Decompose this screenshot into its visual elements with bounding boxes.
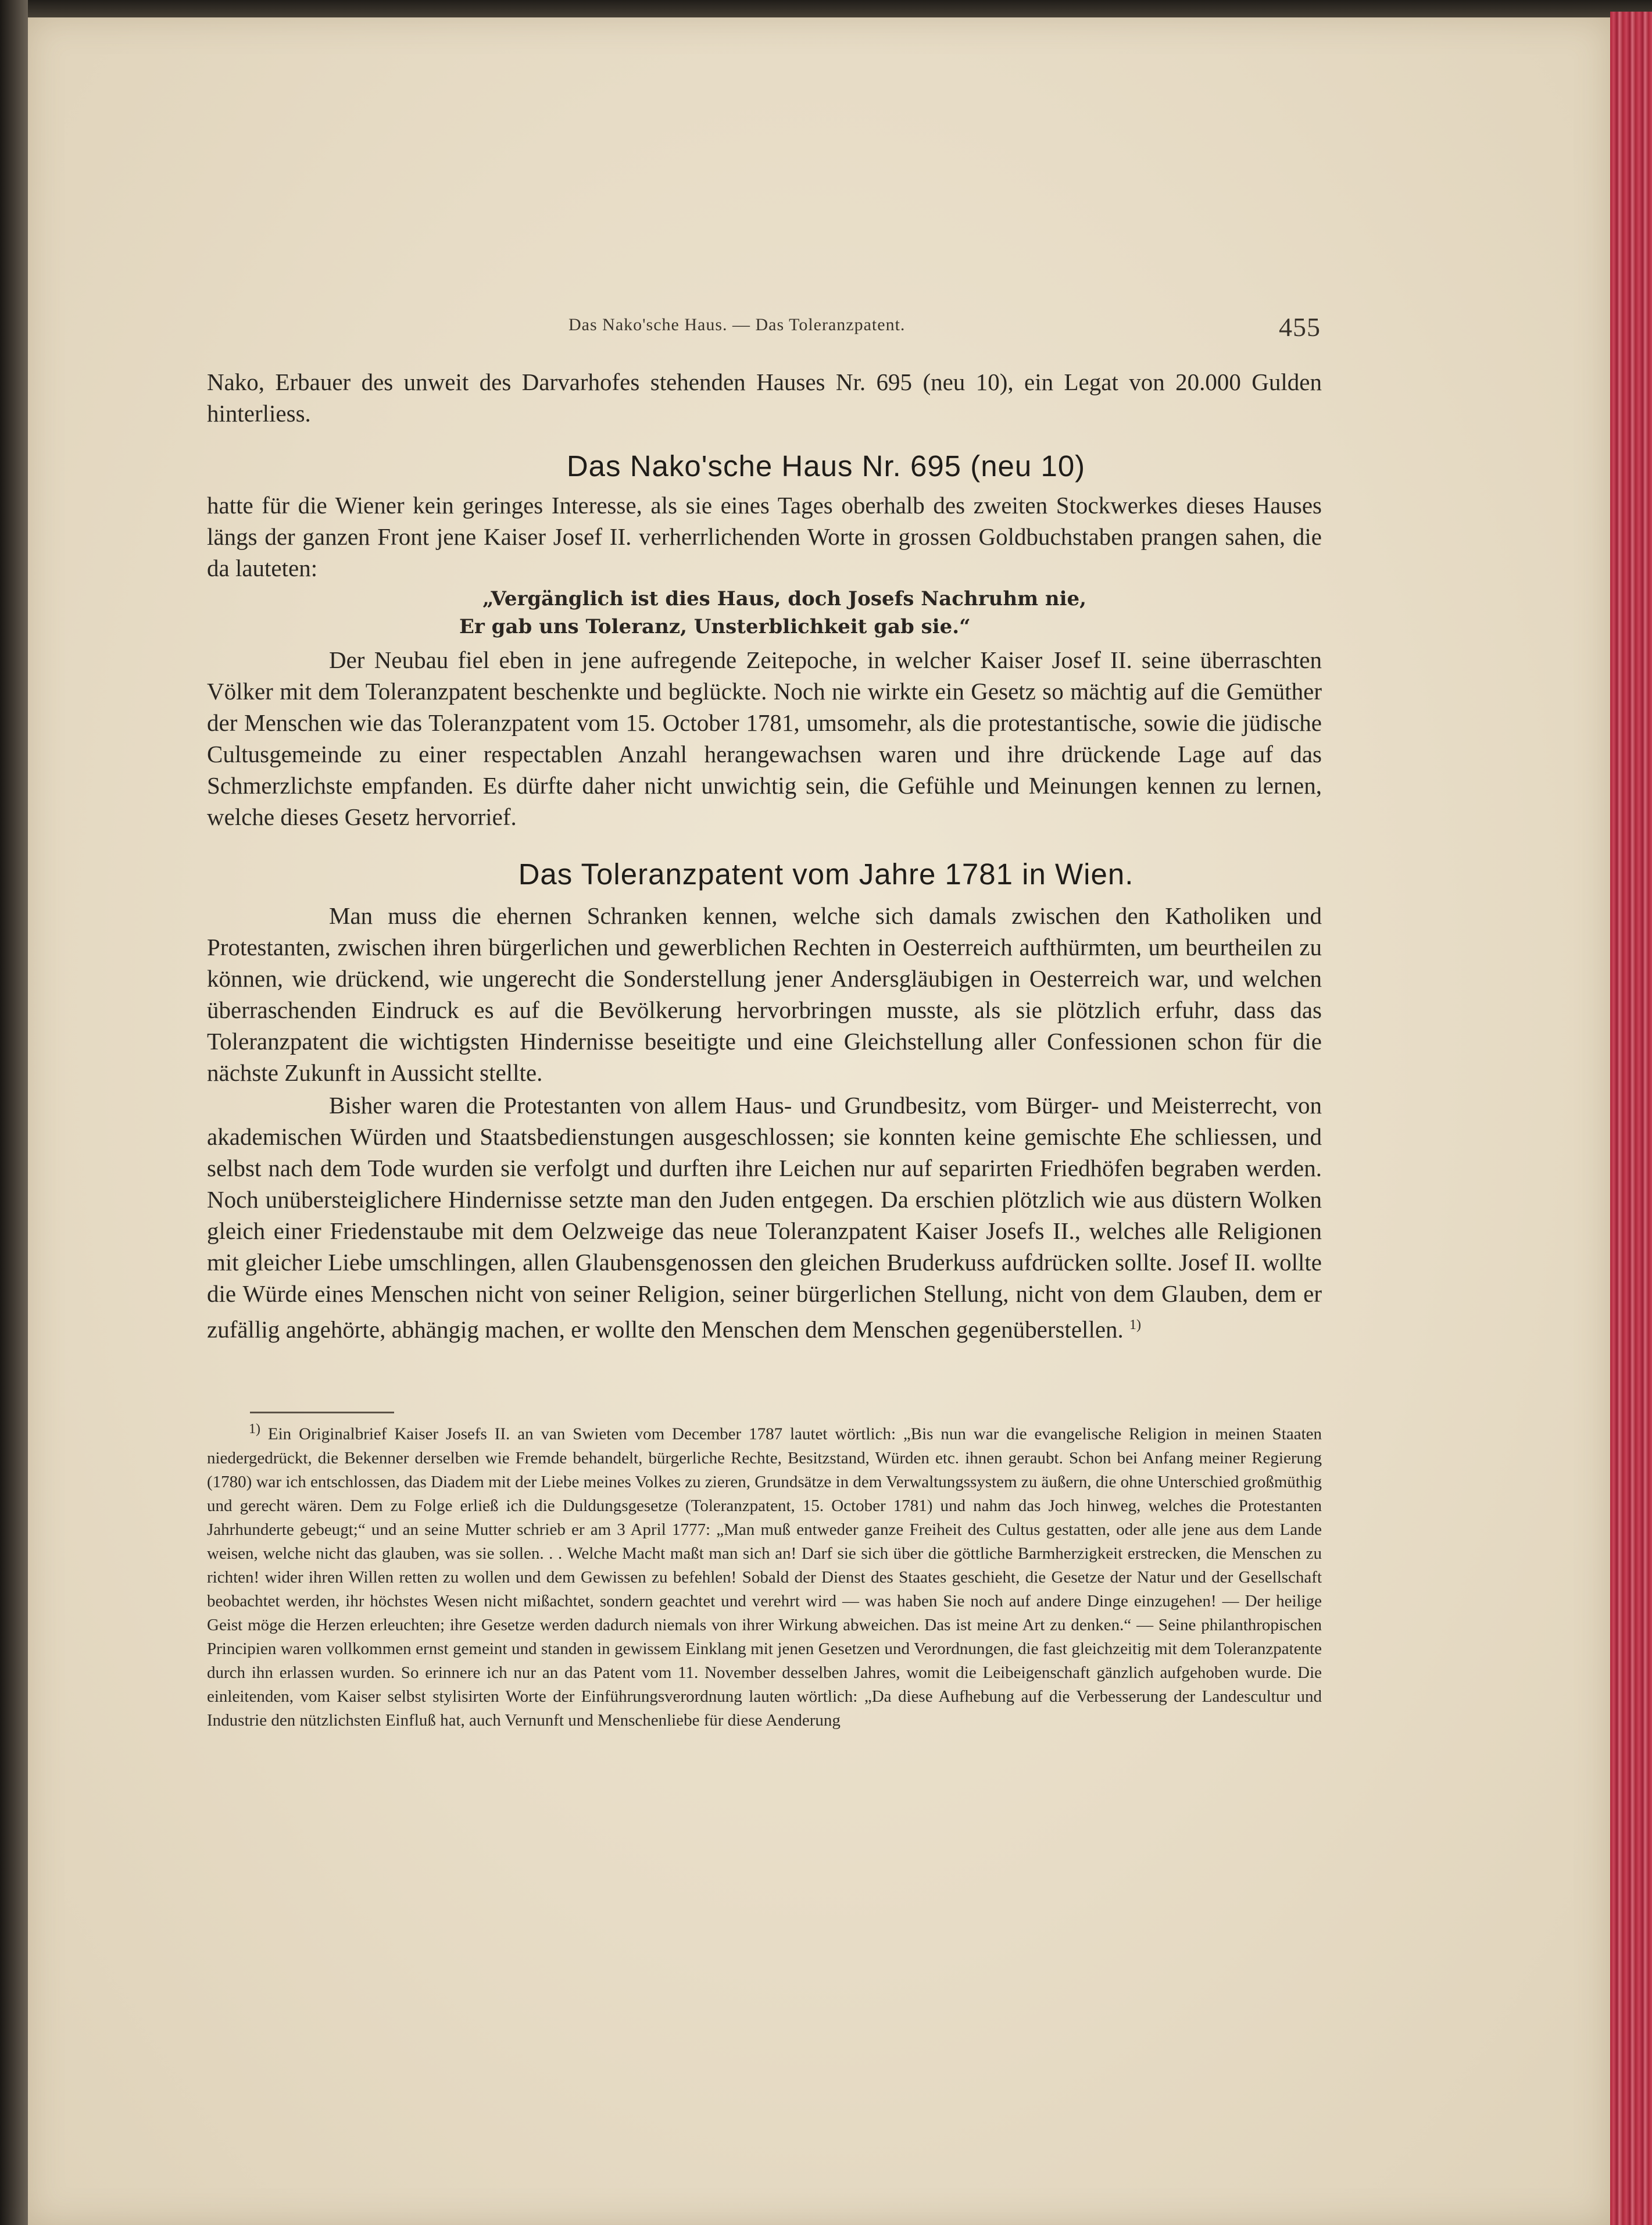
intro-paragraph-text: Nako, Erbauer des unweit des Darvarhofes stehenden Hauses Nr. 695 (neu 10), ein Legat von 20.000 Gulden hinterliess. [207,369,1322,427]
verse-line-1: „Vergänglich ist dies Haus, doch Josefs Nachruhm nie, [482,587,1086,610]
scan-top-border [0,0,1652,20]
footnote [207,1417,1322,1733]
section2-paragraph2 [207,1090,1322,1345]
section1-paragraph2-text: Der Neubau fiel eben in jene aufregende Zeitepoche, in welcher Kaiser Josef II. seine überraschten Völker mit dem Toleranzpatent beschenkte und beglückte. Noch nie wirkte ein Gesetz so mächtig auf die Gemüther der Menschen wie das Toleranzpatent vom 15. October 1781, umsomehr, als die protestantische, sowie die jüdische Cultusgemeinde zu einer respectablen Anzahl herangewachsen waren und ihre drückende Lage auf das Schmerzlichste empfanden. Es dürfte daher nicht unwichtig sein, die Gefühle und Meinungen kennen zu lernen, welche dieses Gesetz hervorrief. [207,647,1322,830]
section2-paragraph2-wrapper [207,1090,1322,1345]
section2-paragraph1-text: Man muss die ehernen Schranken kennen, welche sich damals zwischen den Katholiken und Protestanten, zwischen ihren bürgerlichen und gewerblichen Rechten in Oesterreich aufthürmten, um beurtheilen zu können, wie drückend, wie ungerecht die Sonderstellung jener Andersgläubigen in Oesterreich war, und welchen überraschenden Eindruck es auf die Bevölkerung hervorbringen musste, als sie plötzlich erfuhr, dass das Toleranzpatent die wichtigsten Hindernisse beseitigte und eine Gleichstellung aller Confessionen schon für die nächste Zukunft in Aussicht stellte. [207,902,1322,1086]
running-head-title: Das Nako'sche Haus. — Das Toleranzpatent. [568,315,906,334]
section-heading-nako-haus: Das Nako'sche Haus Nr. 695 (neu 10) [566,449,1086,483]
footnote-text: Ein Originalbrief Kaiser Josefs II. an van Swieten vom December 1787 lautet wörtlich: „Bis nun war die evangelische Religion in meinen Staaten niedergedrückt, die Bekenner derselben wie Fremde behandelt, bürgerliche Rechte, Besitzstand, Würden etc. ihnen geraubt. Schon bei Anfang meiner Regierung (1780) war ich entschlossen, das Diadem mit der Liebe meines Volkes zu zieren, Grundsätze in dem Verwaltungssystem zu äußern, die ohne Unterschied großmüthig und gerecht wären. Dem zu Folge erließ ich die Duldungsgesetze (Toleranzpatent, 15. October 1781) und nahm das Joch hinweg, welches die Protestanten Jahrhunderte gebeugt;“ und an seine Mutter schrieb er am 3 April 1777: „Man muß entweder ganze Freiheit des Cultus gestatten, oder alle jene aus dem Lande weisen, welche nicht das glauben, was sie sollen. . . Welche Macht maßt man sich an! Darf sie sich über die göttliche Barmherzigkeit erstrecken, die Menschen zu richten! wider ihren Willen retten zu wollen und dem Gewissen zu befehlen! Sobald der Dienst des Staates geschieht, die Gesetze der Natur und der Gesellschaft beobachtet werden, ihr höchstes Wesen nicht mißachtet, sondern geachtet und verehrt wird — was haben Sie noch auf andere Dinge einzugehen! — Der heilige Geist möge die Herzen erleuchten; ihre Gesetze werden dadurch niemals von ihrer Wirkung abweichen. Das ist meine Art zu denken.“ — Seine philanthropischen Principien waren vollkommen ernst gemeint und standen in gewissem Einklang mit jenen Gesetzen und Verordnungen, die fast gleichzeitig mit dem Toleranzpatente durch ihn erlassen wurden. So erinnere ich nur an das Patent vom 11. November desselben Jahres, womit die Leibeigenschaft gänzlich aufgehoben wurde. Die einleitenden, vom Kaiser selbst stylisirten Worte der Einführungsverordnung lauten wörtlich: „Da diese Aufhebung auf die Verbesserung der Landescultur und Industrie den nützlichsten Einfluß hat, auch Vernunft und Menschenliebe für diese Aenderung [207,1424,1322,1730]
section-heading-toleranzpatent: Das Toleranzpatent vom Jahre 1781 in Wien. [518,858,1134,891]
page-number: 455 [1279,312,1321,342]
verse-line-2: Er gab uns Toleranz, Unsterblichkeit gab sie.“ [459,615,971,638]
intro-paragraph [207,366,1322,429]
section2-paragraph2-text: Bisher waren die Protestanten von allem Haus- und Grundbesitz, vom Bürger- und Meisterrecht, von akademischen Würden und Staatsbedienstungen ausgeschlossen; sie konnten keine gemischte Ehe schliessen, und selbst nach dem Tode wurden sie verfolgt und durften ihre Leichen nur auf separirten Friedhöfen begraben werden. Noch unübersteiglichere Hindernisse setzte man den Juden entgegen. Da erschien plötzlich wie aus düstern Wolken gleich einer Friedenstaube mit dem Oelzweige das neue Toleranzpatent Kaiser Josefs II., welches alle Religionen mit gleicher Liebe umschlingen, allen Glaubensgenossen den gleichen Bruderkuss aufdrücken sollte. Josef II. wollte die Würde eines Menschen nicht von seiner Religion, seiner bürgerlichen Stellung, nicht von dem Glauben, dem er zufällig angehörte, abhängig machen, er wollte den Menschen dem Menschen gegenüberstellen. [207,1092,1322,1343]
footnote-reference: 1) [1129,1317,1142,1333]
section1-paragraph1-text: hatte für die Wiener kein geringes Interesse, als sie eines Tages oberhalb des zweiten Stockwerkes dieses Hauses längs der ganzen Front jene Kaiser Josef II. verherrlichenden Worte in grossen Goldbuchstaben prangen sahen, die da lauteten: [207,492,1322,581]
red-page-edges [1610,12,1652,2225]
footnote-divider [250,1412,394,1413]
book-spine-shadow [0,0,28,2225]
footnote-wrapper [207,1417,1322,1733]
section1-paragraph2 [207,644,1322,833]
footnote-marker: 1) [249,1422,260,1437]
inscription-verse [459,585,1086,641]
section1-paragraph1 [207,490,1322,584]
section2-paragraph1 [207,900,1322,1088]
